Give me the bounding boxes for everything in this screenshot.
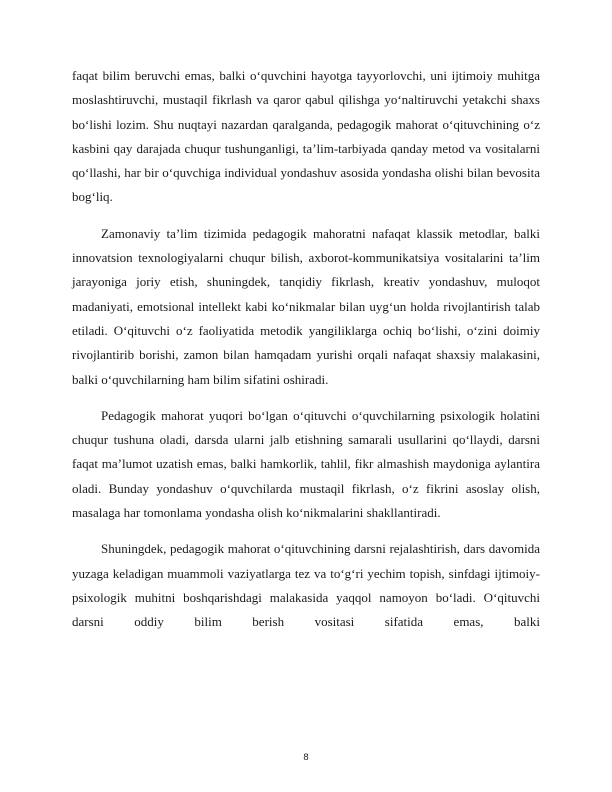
- page-number: 8: [303, 752, 309, 763]
- body-text: [72, 64, 540, 647]
- paragraph-continuation: faqat bilim beruvchi emas, balki o‘quvchini hayotga tayyorlovchi, uni ijtimoiy muhitga moslashtiruvchi, mustaqil fikrlash va qaror qabul qilishga yo‘naltiruvchi yetakchi shaxs bo‘lishi lozim. Shu nuqtayi nazardan qaralganda, pedagogik mahorat o‘qituvchining o‘z kasbini qay darajada chuqur tushunganligi, ta’lim-tarbiyada qanday metod va vositalarni qo‘llashi, har bir o‘quvchiga individual yondashuv asosida yondasha olishi bilan bevosita bog‘liq.: [72, 68, 540, 205]
- paragraph: Shuningdek, pedagogik mahorat o‘qituvchining darsni rejalashtirish, dars davomida yuzaga keladigan muammoli vaziyatlarga tez va to‘g‘ri yechim topish, sinfdagi ijtimoiy-psixologik muhitni boshqarishdagi malakasida yaqqol namoyon bo‘ladi. O‘qituvchi darsni oddiy bilim berish vositasi sifatida emas, balki: [72, 541, 540, 630]
- paragraph: Pedagogik mahorat yuqori bo‘lgan o‘qituvchi o‘quvchilarning psixologik holatini chuqur tushuna oladi, darsda ularni jalb etishning samarali usullarini qo‘llaydi, darsni faqat ma’lumot uzatish emas, balki hamkorlik, tahlil, fikr almashish maydoniga aylantira oladi. Bunday yondashuv o‘quvchilarda mustaqil fikrlash, o‘z fikrini asoslay olish, masalaga har tomonlama yondasha olish ko‘nikmalarini shakllantiradi.: [72, 407, 540, 521]
- paragraph: Zamonaviy ta’lim tizimida pedagogik mahoratni nafaqat klassik metodlar, balki innovatsion texnologiyalarni chuqur bilish, axborot-kommunikatsiya vositalarini ta’lim jarayoniga joriy etish, shuningdek, tanqidiy fikrlash, kreativ yondashuv, muloqot madaniyati, emotsional intellekt kabi ko‘nikmalar bilan uyg‘un holda rivojlantirish talab etiladi. O‘qituvchi o‘z faoliyatida metodik yangiliklarga ochiq bo‘lishi, o‘zini doimiy rivojlantirib borishi, zamon bilan hamqadam yurishi orqali nafaqat shaxsiy malakasini, balki o‘quvchilarning ham bilim sifatini oshiradi.: [72, 225, 540, 387]
